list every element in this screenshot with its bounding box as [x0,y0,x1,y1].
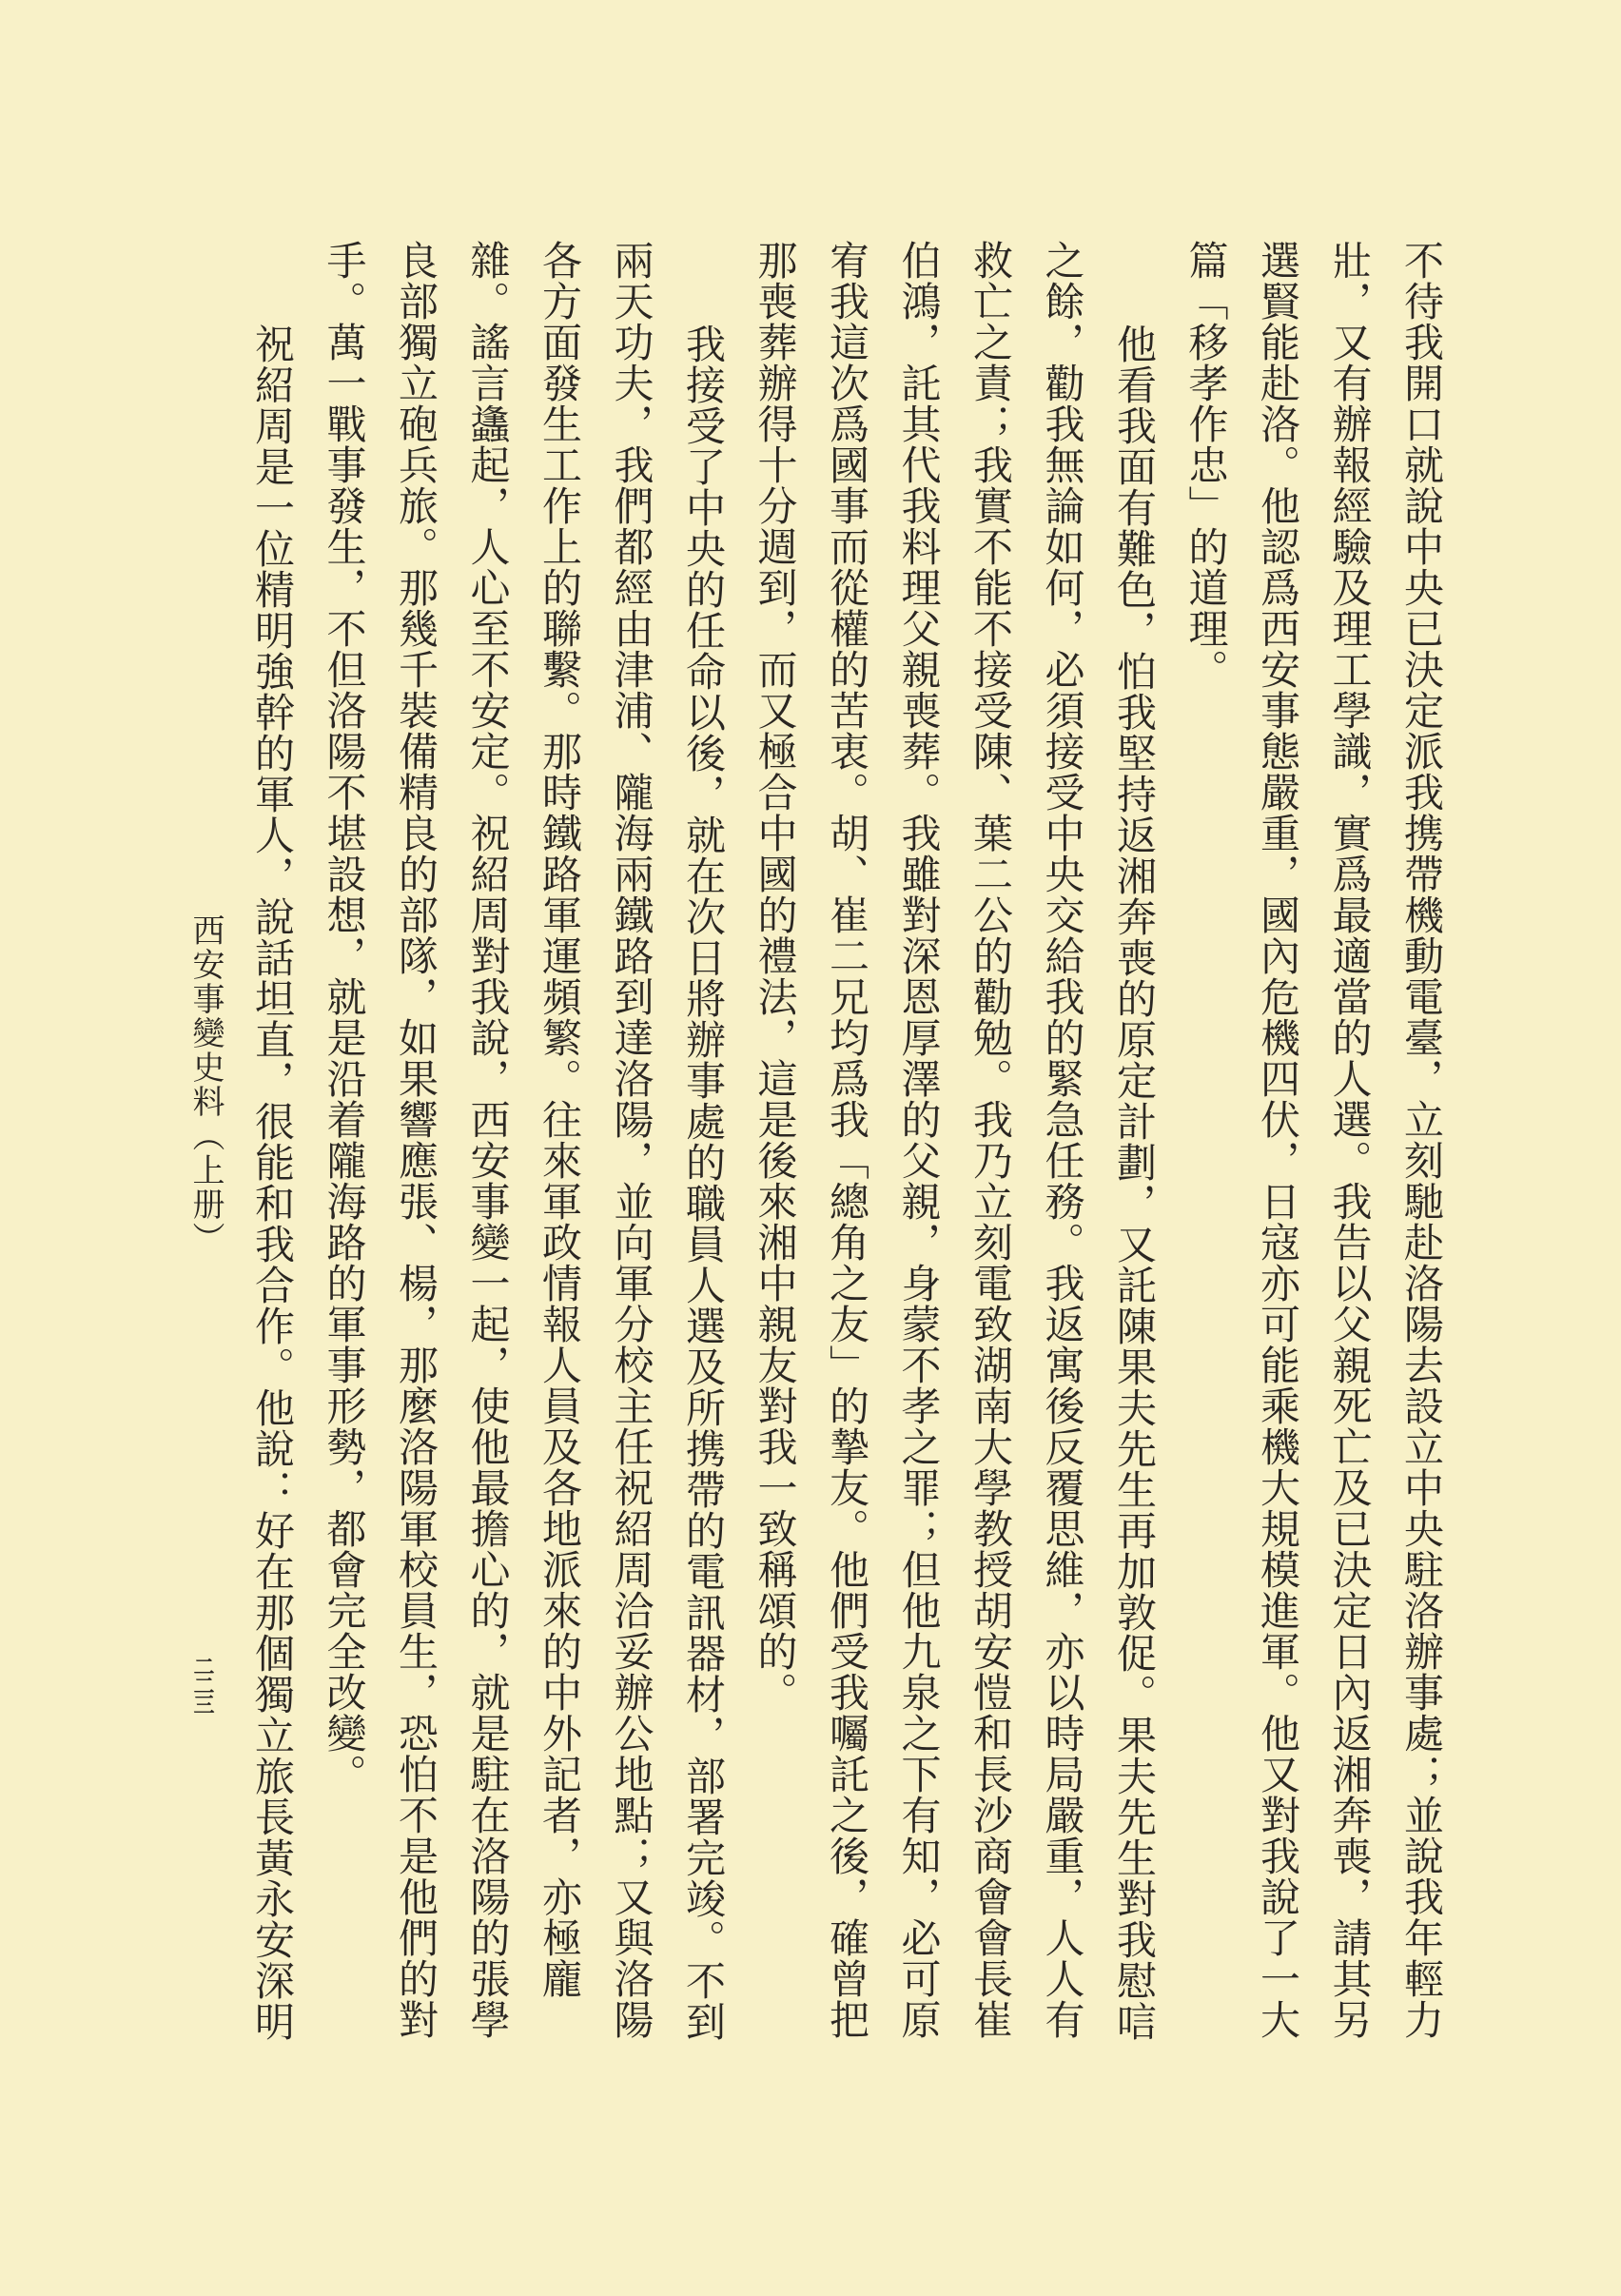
text-column: 救亡之責；我實不能不接受陳、葉二公的勸勉。我乃立刻電致湖南大學教授胡安愷和長沙商會會長崔 [967,240,1014,2040]
text-column: 兩天功夫，我們都經由津浦、隴海兩鐵路到達洛陽，並向軍分校主任祝紹周洽妥辦公地點；又與洛陽 [608,240,655,2040]
body-text [237,240,1458,2067]
text-column: 伯鴻，託其代我料理父親喪葬。我雖對深恩厚澤的父親，身蒙不孝之罪；但他九泉之下有知，必可原 [895,240,943,2040]
text-column: 宥我這次爲國事而從權的苦衷。胡、崔二兄均爲我「總角之友」的摯友。他們受我囑託之後，確曾把 [824,240,870,2040]
text-column: 祝紹周是一位精明強幹的軍人，說話坦直，很能和我合作。他說：好在那個獨立旅長黃永安深明 [249,324,296,2042]
text-column: 選賢能赴洛。他認爲西安事態嚴重，國內危機四伏，日寇亦可能乘機大規模進軍。他又對我說了一大 [1255,240,1301,2040]
text-column: 我接受了中央的任命以後，就在次日將辦事處的職員人選及所携帶的電訊器材，部署完竣。不到 [680,324,727,2042]
page-number: 二二三 [190,1656,215,1713]
text-column: 之餘，勸我無論如何，必須接受中央交給我的緊急任務。我返寓後反覆思維，亦以時局嚴重，人人有 [1039,240,1086,2040]
text-column: 良部獨立砲兵旅。那幾千裝備精良的部隊，如果響應張、楊，那麼洛陽軍校員生，恐怕不是他們的對 [393,240,439,2040]
text-column: 雜。謠言蠭起，人心至不安定。祝紹周對我說，西安事變一起，使他最擔心的，就是駐在洛陽的張學 [464,240,512,2040]
text-column: 壯，又有辦報經驗及理工學識，實爲最適當的人選。我告以父親死亡及已決定日內返湘奔喪，請其另 [1326,240,1374,2040]
book-title: 西安事變史料（上册） [186,913,225,1256]
text-column: 手。萬一戰事發生，不但洛陽不堪設想，就是沿着隴海路的軍事形勢，都會完全改變。 [321,240,368,1795]
text-column: 那喪葬辦得十分週到，而又極合中國的禮法，這是後來湘中親友對我一致稱頌的。 [752,240,799,1713]
text-column: 篇「移孝作忠」的道理。 [1182,240,1230,690]
text-column: 不待我開口就說中央已決定派我携帶機動電臺，立刻馳赴洛陽去設立中央駐洛辦事處；並說我年輕力 [1398,240,1445,2040]
text-column: 各方面發生工作上的聯繫。那時鐵路軍運頻繁。往來軍政情報人員及各地派來的中外記者，亦極龐 [537,240,583,1999]
text-column: 他看我面有難色，怕我堅持返湘奔喪的原定計劃，又託陳果夫先生再加敦促。果夫先生對我慰唁 [1111,324,1158,2042]
